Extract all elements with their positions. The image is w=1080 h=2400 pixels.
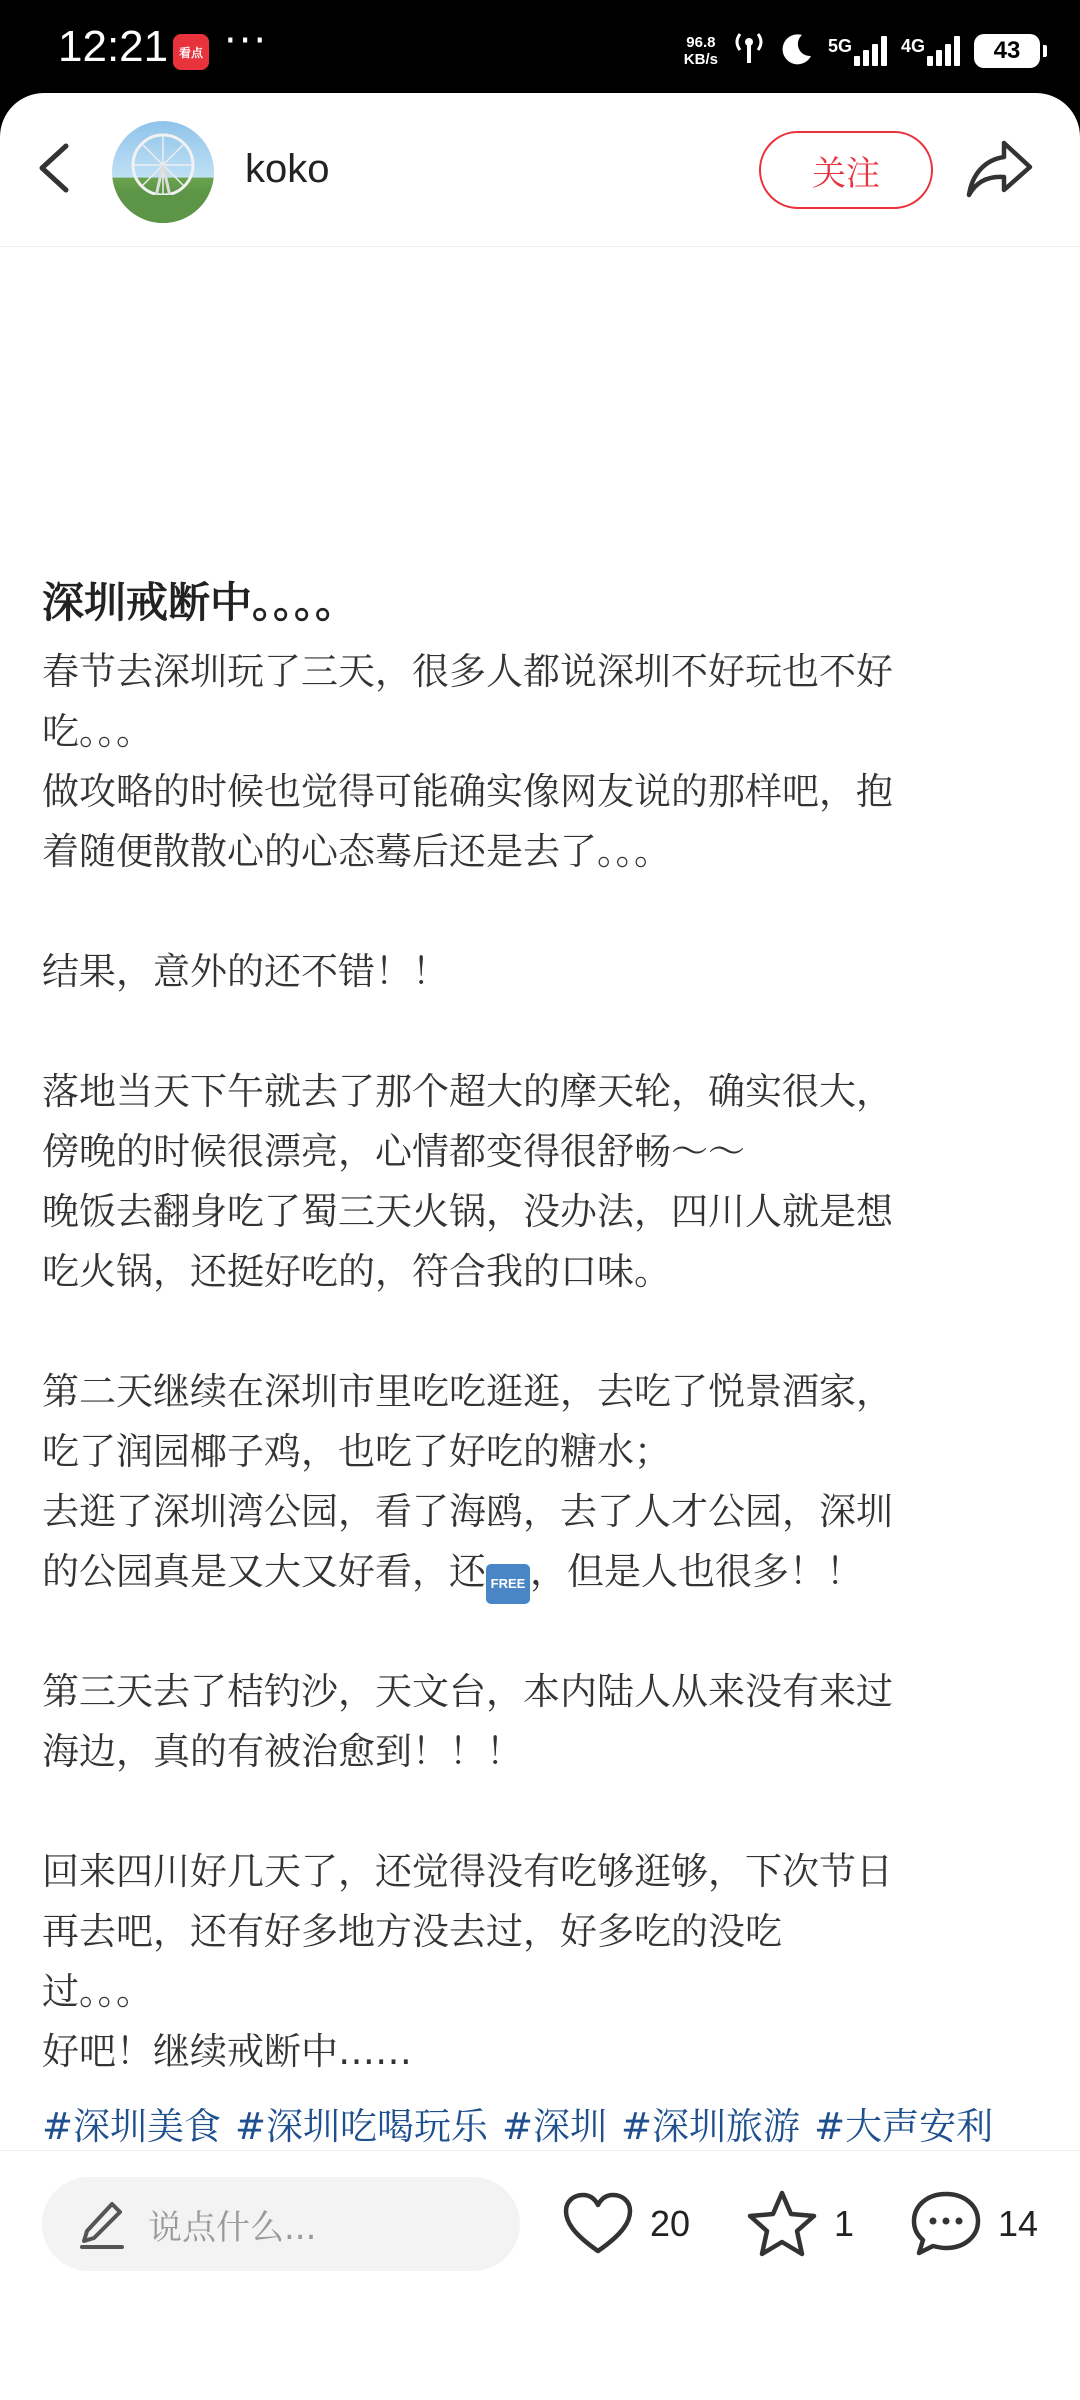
heart-icon — [562, 2191, 634, 2257]
chat-bubble-icon — [910, 2189, 982, 2259]
post-line: 结果，意外的还不错！！ — [42, 950, 449, 993]
post-line: 着随便散散心的心态蓦后还是去了。。。 — [42, 830, 671, 873]
status-bar — [0, 0, 1080, 95]
pencil-icon — [78, 2198, 126, 2250]
post-line — [42, 1602, 1042, 1662]
post-line: 再去吧，还有好多地方没去过，好多吃的没吃 — [42, 1910, 782, 1953]
like-button[interactable] — [562, 2181, 690, 2267]
post-line — [42, 1302, 1042, 1362]
post-line: 落地当天下午就去了那个超大的摩天轮，确实很大， — [42, 1070, 893, 1113]
post-line: 吃了润园椰子鸡，也吃了好吃的糖水； — [42, 1430, 671, 1473]
like-count: 20 — [650, 2203, 691, 2244]
post-line: 晚饭去翻身吃了蜀三天火锅，没办法，四川人就是想 — [42, 1190, 893, 1233]
share-icon — [964, 135, 1036, 203]
ferris-wheel-icon — [112, 121, 214, 223]
signal-bars-icon — [854, 36, 887, 66]
post-line-text: 的公园真是又大又好看，还 — [42, 1550, 486, 1593]
post-line: 做攻略的时候也觉得可能确实像网友说的那样吧，抱 — [42, 770, 893, 813]
post-line: 回来四川好几天了，还觉得没有吃够逛够，下次节日 — [42, 1850, 893, 1893]
hotspot-icon — [732, 29, 766, 73]
follow-button[interactable]: 关注 — [759, 131, 933, 209]
share-button[interactable] — [964, 135, 1036, 203]
favorite-button[interactable] — [746, 2181, 854, 2267]
signal-4g-label: 4G — [900, 36, 925, 56]
comment-placeholder: 说点什么... — [148, 2207, 317, 2248]
chevron-left-icon — [30, 138, 80, 198]
signal-bars-icon — [927, 36, 960, 66]
post-line: 春节去深圳玩了三天，很多人都说深圳不好玩也不好 — [42, 650, 893, 693]
battery-icon: 43 — [974, 34, 1040, 68]
post-line: 海边，真的有被治愈到！！！ — [42, 1730, 523, 1773]
comment-button[interactable] — [910, 2181, 1038, 2267]
comment-input[interactable] — [42, 2177, 520, 2271]
hashtag-link[interactable]: #深圳美食 — [42, 2105, 222, 2148]
post-line-text: ，但是人也很多！！ — [530, 1550, 863, 1593]
more-notifications-icon: ··· — [224, 18, 269, 64]
post-line: 第二天继续在深圳市里吃吃逛逛，去吃了悦景酒家， — [42, 1370, 893, 1413]
hashtag-list — [42, 2096, 1007, 2150]
net-speed-unit: KB/s — [683, 51, 718, 68]
post-line: 傍晚的时候很漂亮，心情都变得很舒畅～～ — [42, 1130, 745, 1173]
hashtag-link[interactable]: #深圳 — [502, 2105, 608, 2148]
post-line — [42, 1542, 1042, 1602]
status-time: 12:21 — [58, 22, 169, 71]
hashtag-link[interactable]: #大声安利 — [814, 2105, 994, 2148]
post-line: 第三天去了桔钓沙，天文台，本内陆人从来没有来过 — [42, 1670, 893, 1713]
bottom-action-bar — [0, 2150, 1080, 2307]
status-indicators — [684, 26, 1040, 76]
post-line: 吃火锅，还挺好吃的，符合我的口味。 — [42, 1250, 671, 1293]
author-name[interactable]: koko — [245, 147, 330, 191]
app-notification-icon: 看点 — [173, 34, 209, 70]
hashtag-link[interactable]: #深圳旅游 — [621, 2105, 801, 2148]
signal-4g — [901, 36, 960, 66]
post-line: 去逛了深圳湾公园，看了海鸥，去了人才公园，深圳 — [42, 1490, 893, 1533]
net-speed-value: 96.8 — [686, 34, 716, 51]
post-body — [42, 642, 1042, 2082]
free-emoji-icon: FREE — [486, 1564, 530, 1604]
hashtag-link[interactable]: #深圳吃喝玩乐 — [235, 2105, 489, 2148]
signal-5g-label: 5G — [827, 36, 852, 56]
post-line: 过。。。 — [42, 1970, 153, 2013]
post-line — [42, 1782, 1042, 1842]
favorite-count: 1 — [834, 2203, 855, 2244]
post-line — [42, 1002, 1042, 1062]
post-title: 深圳戒断中。。。。 — [42, 578, 358, 627]
post-line: 吃。。。 — [42, 710, 153, 753]
moon-icon — [780, 32, 814, 70]
post-line — [42, 882, 1042, 942]
post-line: 好吧！继续戒断中…… — [42, 2030, 412, 2073]
back-button[interactable] — [30, 138, 80, 198]
comment-count: 14 — [998, 2203, 1039, 2244]
avatar[interactable] — [112, 121, 214, 223]
signal-5g — [828, 36, 887, 66]
net-speed — [684, 34, 718, 68]
post-header — [0, 93, 1080, 247]
star-icon — [746, 2189, 818, 2259]
